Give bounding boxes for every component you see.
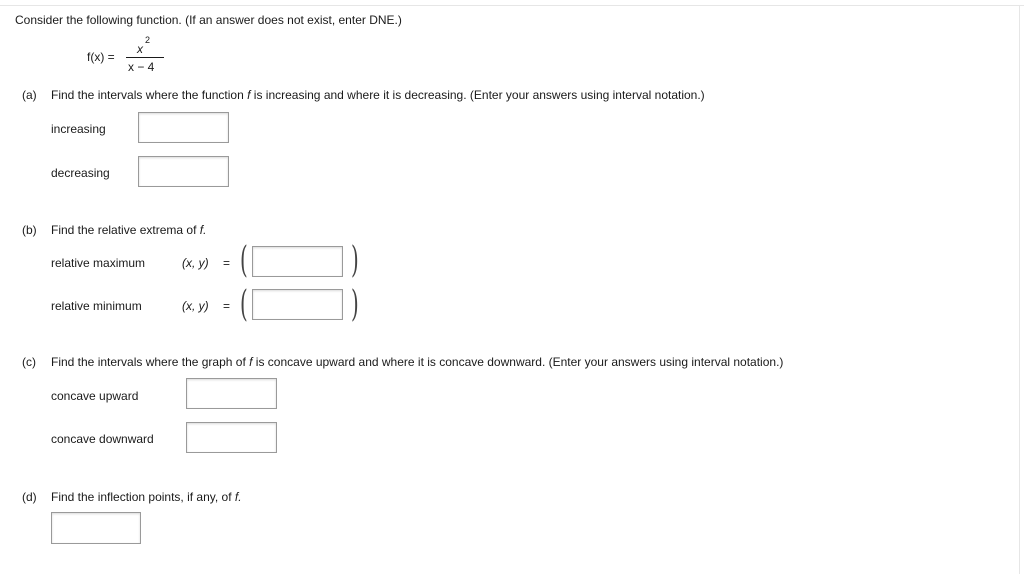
part-b-f: f. [199, 223, 207, 237]
part-c-label: (c) [22, 355, 36, 369]
numerator-base: x [137, 42, 143, 56]
part-b-prompt [51, 223, 206, 237]
max-equals: = [223, 256, 231, 270]
max-close-paren: ) [351, 240, 359, 281]
numerator-exponent: 2 [145, 35, 151, 45]
inflection-points-input[interactable] [51, 512, 141, 544]
function-lhs: f(x) = [87, 50, 115, 64]
part-a-text: Find the intervals where the function [51, 88, 248, 102]
fraction-bar [126, 57, 164, 58]
part-b-label: (b) [22, 223, 37, 237]
concave-downward-input[interactable] [186, 422, 277, 453]
min-equals: = [223, 299, 231, 313]
min-open-paren: ( [240, 284, 248, 325]
denominator: x − 4 [128, 60, 155, 74]
part-d-label: (d) [22, 490, 37, 504]
top-divider [0, 5, 1024, 6]
part-a-label: (a) [22, 88, 37, 102]
question-intro: Consider the following function. (If an answer does not exist, enter DNE.) [15, 13, 402, 27]
part-b-text: Find the relative extrema of [51, 223, 200, 237]
part-d-f: f. [234, 490, 242, 504]
increasing-input[interactable] [138, 112, 229, 143]
decreasing-label: decreasing [51, 166, 110, 180]
concave-upward-input[interactable] [186, 378, 277, 409]
max-open-paren: ( [240, 240, 248, 281]
part-d-prompt [51, 490, 242, 504]
max-xy-label: (x, y) [182, 256, 209, 270]
increasing-label: increasing [51, 122, 106, 136]
relative-maximum-input[interactable] [252, 246, 343, 277]
part-c-f: f [249, 355, 253, 369]
min-xy-label: (x, y) [182, 299, 209, 313]
part-d-text: Find the inflection points, if any, of [51, 490, 235, 504]
concave-downward-label: concave downward [51, 432, 154, 446]
part-a-prompt [51, 88, 705, 102]
right-divider [1019, 5, 1020, 574]
part-c-prompt [51, 355, 783, 369]
part-c-text: Find the intervals where the graph of [51, 355, 250, 369]
min-close-paren: ) [351, 284, 359, 325]
relative-minimum-label: relative minimum [51, 299, 142, 313]
part-a-text-2: is increasing and where it is decreasing. (Enter your answers using interval notation.) [250, 88, 705, 102]
part-c-text-2: is concave upward and where it is concave downward. (Enter your answers using interval notation.) [252, 355, 784, 369]
decreasing-input[interactable] [138, 156, 229, 187]
concave-upward-label: concave upward [51, 389, 139, 403]
part-a-f: f [247, 88, 251, 102]
relative-maximum-label: relative maximum [51, 256, 146, 270]
relative-minimum-input[interactable] [252, 289, 343, 320]
